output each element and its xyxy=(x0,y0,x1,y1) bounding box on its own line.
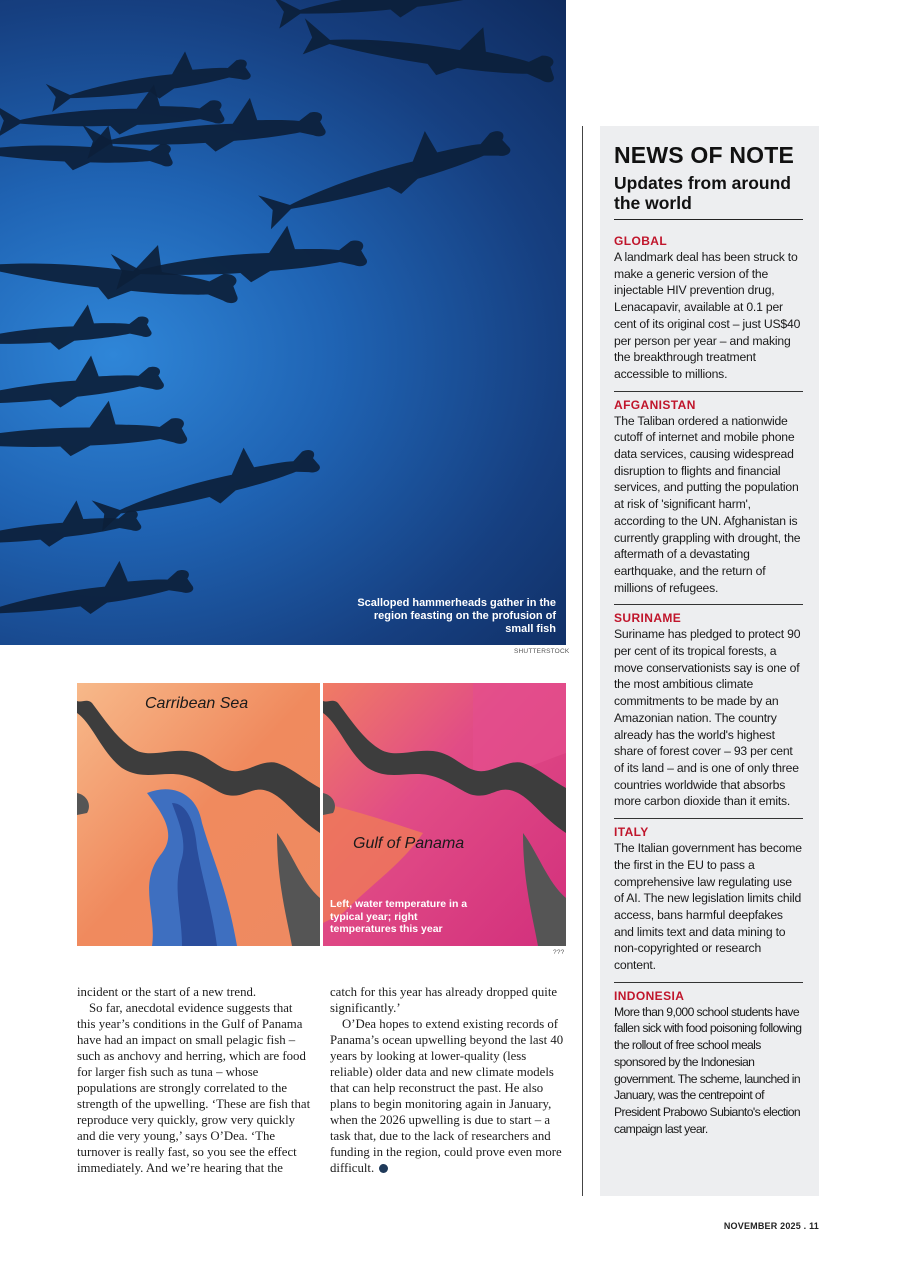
news-item-indonesia xyxy=(614,982,803,1138)
page-footer: NOVEMBER 2025 . 11 xyxy=(723,1221,819,1231)
paragraph: catch for this year has already dropped quite significantly.’ xyxy=(330,985,558,1015)
paragraph xyxy=(330,1016,564,1176)
news-body: The Italian government has become the first in the EU to pass a comprehensive law regulating use of AI. The new legislation limits child access, bans harmful deepfakes and limits text and data mining to non-copyrighted or research content. xyxy=(614,841,802,973)
photo-credit: SHUTTERSTOCK xyxy=(514,648,570,655)
sidebar-title: NEWS OF NOTE xyxy=(614,142,795,168)
photo-caption: Scalloped hammerheads gather in the region feasting on the profusion of small fish xyxy=(357,597,556,635)
maps-caption: Left, water temperature in a typical year; right temperatures this year xyxy=(330,898,468,935)
sidebar-subtitle: Updates from around the world xyxy=(614,173,791,213)
news-heading: AFGANISTAN xyxy=(614,397,696,412)
map-typical-year xyxy=(77,683,320,946)
news-body: A landmark deal has been struck to make a generic version of the injectable HIV prevention drug, Lenacapavir, available at 0.1 per cent of its original cost – just US$40 per person per year – and making the breakthrough treatment accessible to millions. xyxy=(614,250,801,381)
paragraph: incident or the start of a new trend. xyxy=(77,985,257,999)
news-heading: ITALY xyxy=(614,825,649,840)
news-heading: SURINAME xyxy=(614,611,682,626)
news-item-suriname xyxy=(614,604,803,810)
news-of-note-sidebar xyxy=(600,126,819,1196)
news-heading: GLOBAL xyxy=(614,234,668,248)
news-item-global xyxy=(614,234,803,383)
hammerhead-photo xyxy=(0,0,566,645)
article-column-2 xyxy=(330,984,564,1176)
column-divider xyxy=(582,126,583,1196)
caribbean-sea-label: Carribean Sea xyxy=(145,695,249,712)
divider xyxy=(614,219,803,220)
article-column-1 xyxy=(77,984,311,1176)
gulf-of-panama-label: Gulf of Panama xyxy=(353,835,465,852)
maps-credit: ??? xyxy=(553,949,565,956)
news-body: Suriname has pledged to protect 90 per cent of its tropical forests, a move conservationists say is one of the most ambitious climate commitments to be made by an Amazonian nation. The country already has the world's highest share of forest cover – 93 per cent of its land – and is one of only three countries worldwide that absorbs more carbon dioxide than it emits. xyxy=(614,627,801,809)
shark-silhouettes xyxy=(0,0,566,645)
news-body: The Taliban ordered a nationwide cutoff of internet and mobile phone data services, causing widespread disruption to flights and financial services, and putting the population at risk of 'significant harm', according to the UN. Afghanistan is currently grappling with drought, the aftermath of a devastating earthquake, and the return of millions of refugees. xyxy=(614,413,801,595)
news-item-afganistan xyxy=(614,391,803,597)
news-body: More than 9,000 school students have fallen sick with food poisoning following the rollout of free school meals sponsored by the Indonesian government. The scheme, launched in January, was the centrepoint of President Prabowo Subianto's election campaign last year. xyxy=(614,1004,802,1136)
paragraph: So far, anecdotal evidence suggests that this year’s conditions in the Gulf of Panama have had an impact on small pelagic fish – such as anchovy and herring, which are food for larger fish such as tuna – whose populations are strongly correlated to the strength of the upwelling. ‘These are fish that reproduce very quickly, grow very quickly and die very young,’ says O’Dea. ‘The turnover is really fast, so you see the effect immediately. And we’re hearing that the xyxy=(77,1001,311,1175)
news-heading: INDONESIA xyxy=(614,988,685,1003)
paragraph-text: O’Dea hopes to extend existing records of Panama’s ocean upwelling beyond the last 40 years by looking at lower-quality (less reliable) older data and new climate models that can help reconstruct the past. He also plans to begin monitoring again in January, when the 2026 upwelling is due to start – a task that, due to the lack of researchers and funding in the region, could prove even more difficult. xyxy=(330,1017,564,1175)
end-mark-icon xyxy=(379,1164,388,1173)
news-item-italy xyxy=(614,818,803,974)
